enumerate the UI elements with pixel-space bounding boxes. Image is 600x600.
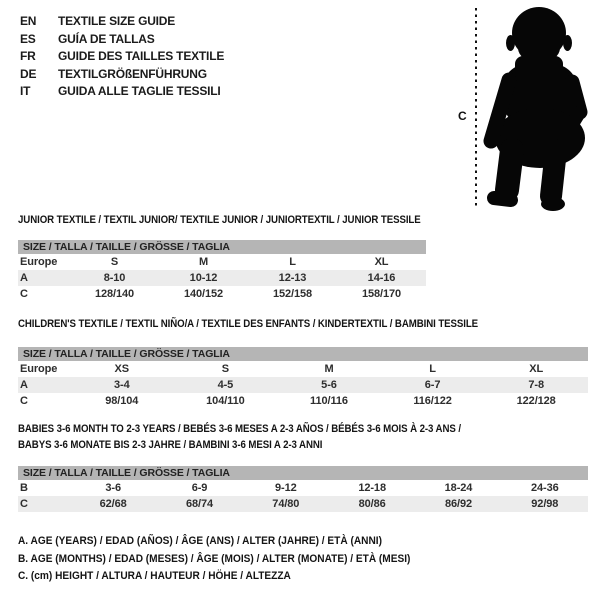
language-code: FR xyxy=(20,49,36,63)
table-title: JUNIOR TEXTILE / TEXTIL JUNIOR/ TEXTILE JUNIOR / JUNIORTEXTIL / JUNIOR TESSILE xyxy=(18,214,421,226)
table-cell: L xyxy=(429,363,436,375)
language-row xyxy=(20,48,224,66)
table-cell: 5-6 xyxy=(321,379,337,391)
junior-table-section xyxy=(18,212,426,302)
height-ref-label: C xyxy=(458,109,467,123)
table-row xyxy=(18,393,588,409)
language-code: DE xyxy=(20,66,37,81)
table-title-line1: BABIES 3-6 MONTH TO 2-3 YEARS / BEBÉS 3-6 MESES A 2-3 AÑOS / BÉBÉS 3-6 MOIS À 2-3 ANS / xyxy=(18,423,461,435)
table-cell: 86/92 xyxy=(444,498,472,510)
table-title-line2: BABYS 3-6 MONATE BIS 2-3 JAHRE / BAMBINI 3-6 MESI A 2-3 ANNI xyxy=(18,439,323,451)
toddler-silhouette-icon xyxy=(450,0,600,215)
row-label: C xyxy=(20,288,28,300)
table-rows xyxy=(18,361,588,409)
table-cell: XS xyxy=(114,363,130,375)
table-row xyxy=(18,377,588,393)
table-row xyxy=(18,496,588,512)
table-row xyxy=(18,270,426,286)
size-header-bar: SIZE / TALLA / TAILLE / GRÖSSE / TAGLIA xyxy=(18,347,588,361)
footnote-line-a: A. AGE (YEARS) / EDAD (AÑOS) / ÂGE (ANS) / ALTER (JAHRE) / ETÀ (ANNI) xyxy=(18,535,382,547)
table-cell: 62/68 xyxy=(99,498,127,510)
table-title-group xyxy=(18,421,588,453)
table-cell: 152/158 xyxy=(272,288,313,300)
language-title: GUÍA DE TALLAS xyxy=(58,31,155,46)
language-row xyxy=(20,83,224,101)
table-cell: 9-12 xyxy=(275,482,297,494)
language-title: GUIDA ALLE TAGLIE TESSILI xyxy=(58,84,221,98)
table-cell: 158/170 xyxy=(361,288,402,300)
baby-body-shape xyxy=(491,7,585,211)
language-code: ES xyxy=(20,31,36,46)
table-cell: S xyxy=(221,363,230,375)
size-header-bar: SIZE / TALLA / TAILLE / GRÖSSE / TAGLIA xyxy=(18,240,426,254)
table-cell: 18-24 xyxy=(444,482,473,494)
row-label: B xyxy=(20,482,28,494)
row-label: C xyxy=(20,395,28,407)
table-cell: S xyxy=(110,256,119,268)
table-cell: XL xyxy=(529,363,544,375)
table-cell: 140/152 xyxy=(183,288,224,300)
language-title: TEXTILGRÖßENFÜHRUNG xyxy=(58,66,207,81)
footnotes xyxy=(18,533,445,586)
table-cell: 104/110 xyxy=(206,395,245,407)
table-cell: M xyxy=(324,363,334,375)
table-cell: 4-5 xyxy=(217,379,234,391)
table-cell: 24-36 xyxy=(530,482,559,494)
table-cell: L xyxy=(289,256,296,268)
babies-table-section xyxy=(18,421,588,512)
table-cell: 12-13 xyxy=(278,272,307,284)
row-label: A xyxy=(20,379,28,391)
children-table-section xyxy=(18,316,588,409)
footnote-line-c: C. (cm) HEIGHT / ALTURA / HAUTEUR / HÖHE / ALTEZZA xyxy=(18,570,291,582)
table-cell: 10-12 xyxy=(189,272,218,284)
table-cell: 7-8 xyxy=(528,379,544,391)
table-row xyxy=(18,480,588,496)
table-cell: 80/86 xyxy=(358,498,386,510)
table-rows xyxy=(18,480,588,512)
table-cell: 116/122 xyxy=(413,395,452,407)
table-cell: 74/80 xyxy=(272,498,300,510)
table-cell: 3-4 xyxy=(113,379,130,391)
table-row xyxy=(18,361,588,377)
size-header-bar: SIZE / TALLA / TAILLE / GRÖSSE / TAGLIA xyxy=(18,466,588,480)
table-cell: XL xyxy=(374,256,389,268)
table-cell: 6-7 xyxy=(424,379,441,391)
language-row xyxy=(20,66,224,84)
table-cell: 8-10 xyxy=(103,272,126,284)
language-title: TEXTILE SIZE GUIDE xyxy=(58,14,176,28)
table-row xyxy=(18,286,426,302)
table-cell: 14-16 xyxy=(367,272,396,284)
table-cell: 68/74 xyxy=(185,498,213,510)
table-cell: 98/104 xyxy=(105,395,139,407)
table-cell: 12-18 xyxy=(358,482,386,494)
baby-figure xyxy=(450,0,600,215)
row-label: Europe xyxy=(20,363,58,375)
table-cell: M xyxy=(198,256,209,268)
language-list xyxy=(20,13,224,101)
language-code: EN xyxy=(20,14,37,28)
table-cell: 122/128 xyxy=(516,395,556,407)
table-cell: 6-9 xyxy=(191,482,208,494)
table-cell: 92/98 xyxy=(531,498,559,510)
language-title: GUIDE DES TAILLES TEXTILE xyxy=(58,49,225,63)
table-row xyxy=(18,254,426,270)
table-cell: 3-6 xyxy=(105,482,121,494)
footnote-line-b: B. AGE (MONTHS) / EDAD (MESES) / ÂGE (MOIS) / ALTER (MONATE) / ETÀ (MESI) xyxy=(18,552,411,565)
language-row xyxy=(20,13,224,31)
row-label: C xyxy=(20,498,28,510)
row-label: A xyxy=(20,272,28,284)
language-code: IT xyxy=(20,84,31,98)
row-label: Europe xyxy=(20,256,58,268)
language-row xyxy=(20,31,224,49)
table-rows xyxy=(18,254,426,302)
table-cell: 110/116 xyxy=(310,395,348,407)
table-cell: 128/140 xyxy=(94,288,135,300)
table-title: CHILDREN'S TEXTILE / TEXTIL NIÑO/A / TEXTILE DES ENFANTS / KINDERTEXTIL / BAMBINI TESSILE xyxy=(18,318,479,330)
